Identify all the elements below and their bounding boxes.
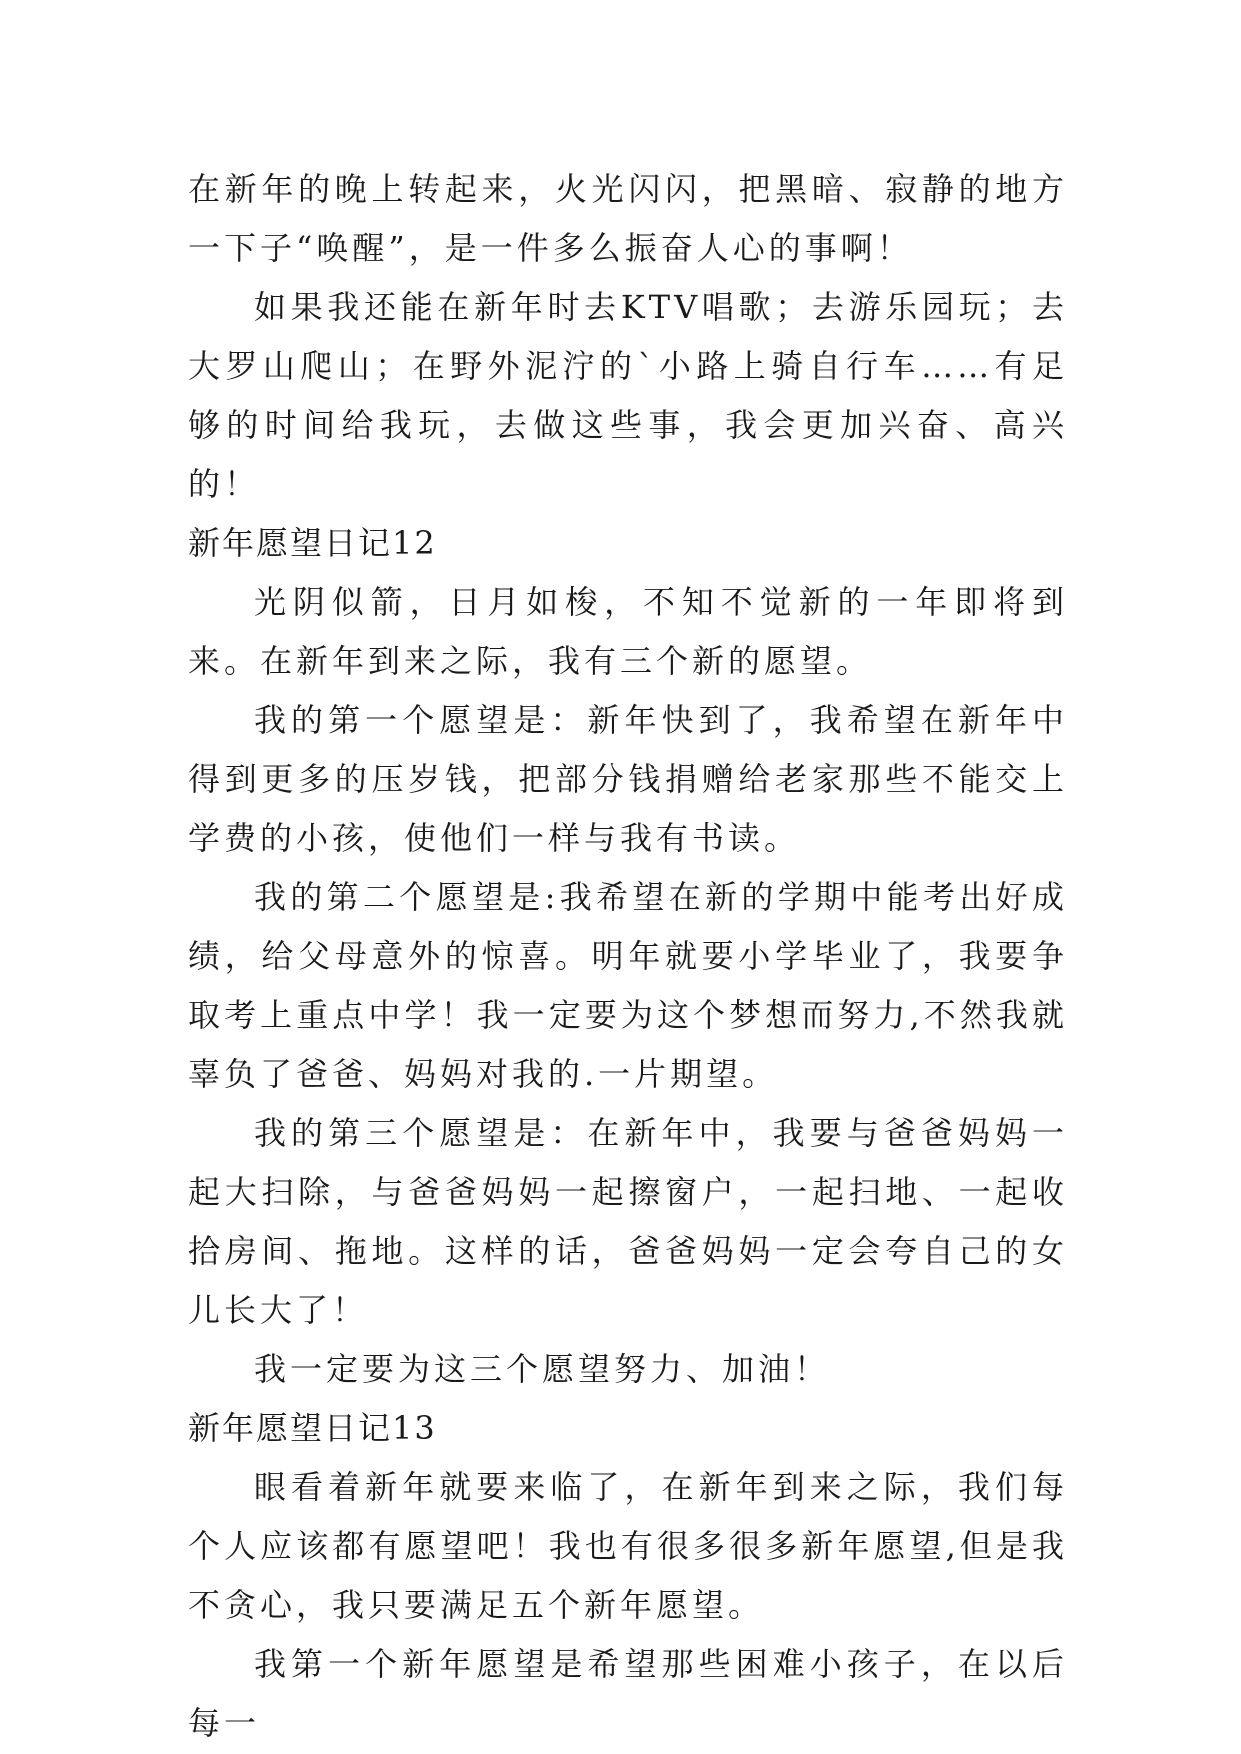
paragraph-wish-1: 我的第一个愿望是：新年快到了，我希望在新年中得到更多的压岁钱，把部分钱捐赠给老家那些不能交上学费的小孩，使他们一样与我有书读。 (188, 701, 1068, 857)
paragraph-ktv: 如果我还能在新年时去KTV唱歌；去游乐园玩；去大罗山爬山；在野外泥泞的`小路上骑自行车……有足够的时间给我玩，去做这些事，我会更加兴奋、高兴的！ (188, 288, 1068, 503)
paragraph-wish-3: 我的第三个愿望是：在新年中，我要与爸爸妈妈一起大扫除，与爸爸妈妈一起擦窗户，一起扫地、一起收拾房间、拖地。这样的话，爸爸妈妈一定会夸自己的女儿长大了！ (188, 1114, 1068, 1329)
paragraph-closing-12: 我一定要为这三个愿望努力、加油！ (254, 1350, 831, 1388)
paragraph-intro-13: 眼看着新年就要来临了，在新年到来之际，我们每个人应该都有愿望吧！我也有很多很多新年愿望,但是我不贪心，我只要满足五个新年愿望。 (188, 1468, 1068, 1624)
document-body (188, 160, 1068, 1753)
paragraph-wish-2: 我的第二个愿望是:我希望在新的学期中能考出好成绩，给父母意外的惊喜。明年就要小学毕业了，我要争取考上重点中学！我一定要为这个梦想而努力,不然我就辜负了爸爸、妈妈对我的.一片期望。 (188, 878, 1068, 1093)
paragraph-intro-12: 光阴似箭，日月如梭，不知不觉新的一年即将到来。在新年到来之际，我有三个新的愿望。 (188, 583, 1068, 680)
paragraph-continued: 在新年的晚上转起来，火光闪闪，把黑暗、寂静的地方一下子“唤醒”，是一件多么振奋人心的事啊！ (188, 170, 1068, 267)
diary-heading-13: 新年愿望日记13 (188, 1409, 437, 1447)
paragraph-first-wish-13: 我第一个新年愿望是希望那些困难小孩子，在以后每一 (188, 1645, 1068, 1742)
diary-heading-12: 新年愿望日记12 (188, 524, 437, 562)
